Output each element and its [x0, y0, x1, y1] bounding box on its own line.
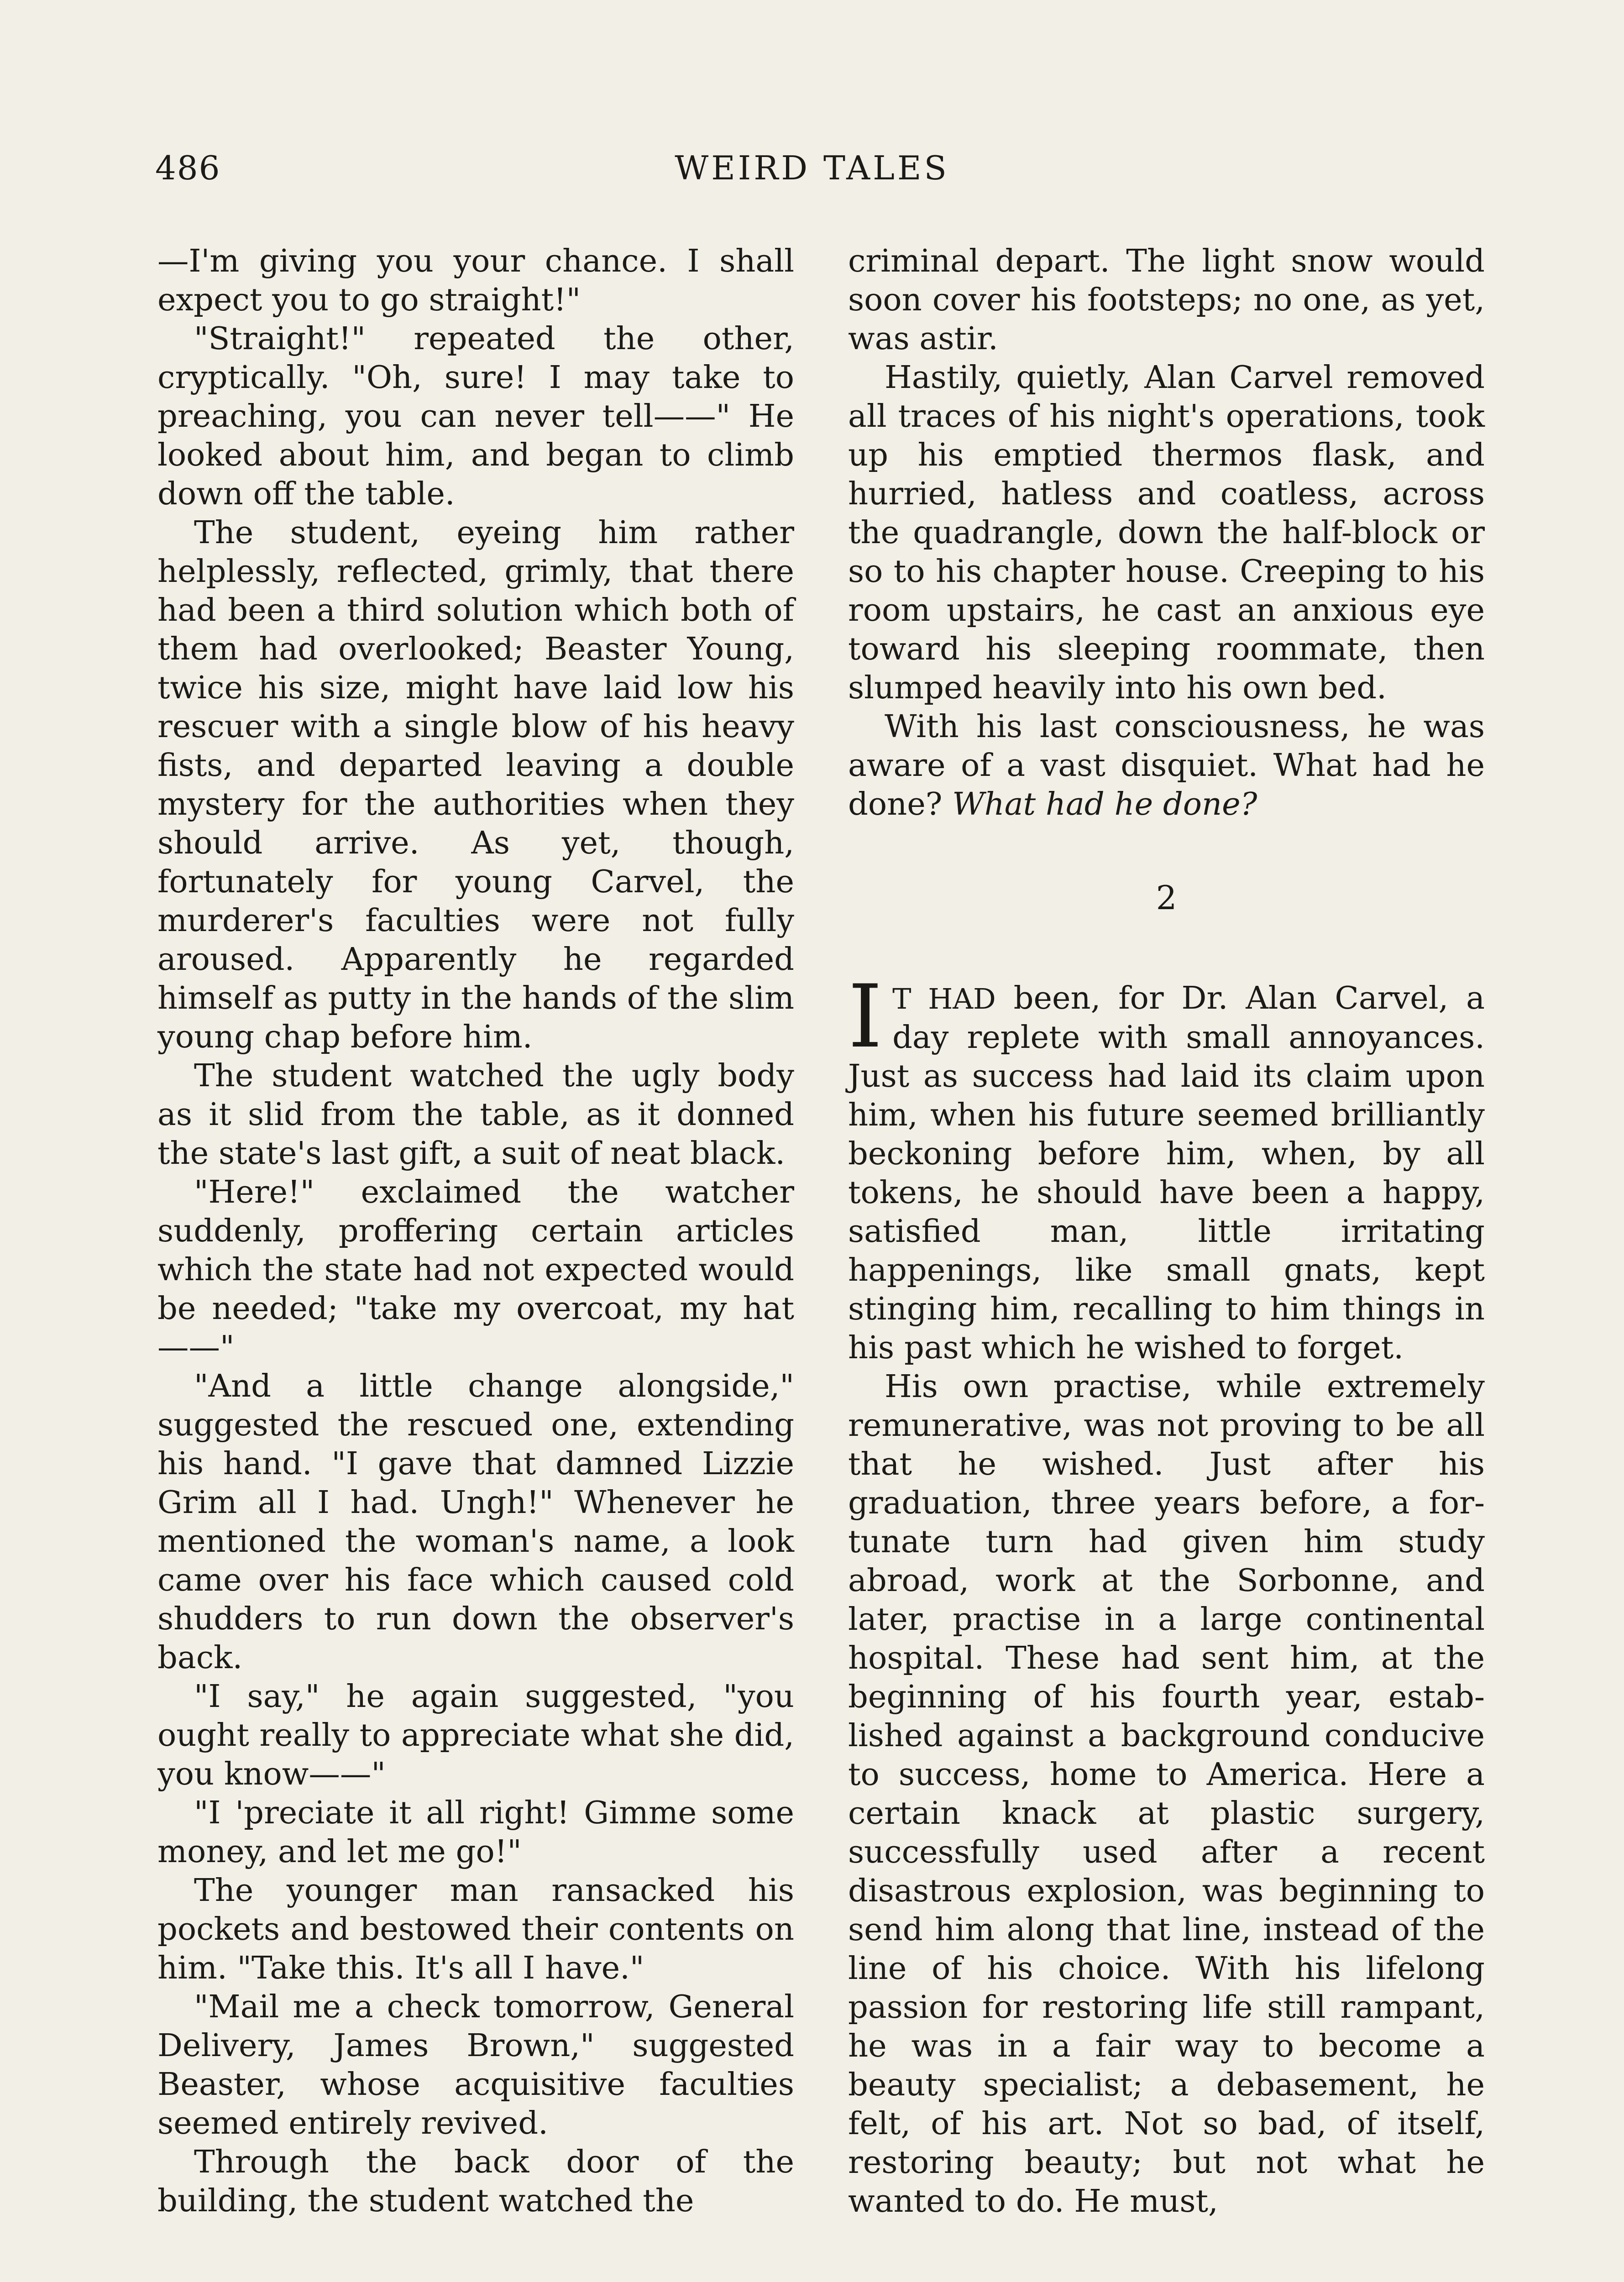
left-paragraph: —I'm giving you your chance. I shall expect you to go straight!" — [157, 243, 794, 318]
section-opening-paragraph — [848, 966, 1485, 1367]
left-paragraph: "I say," he again suggested, "you ought really to appreciate what she did, you know——" — [157, 1678, 794, 1792]
drop-cap: I — [848, 966, 883, 1067]
left-paragraph: Through the back door of the building, the student watched the — [157, 2144, 794, 2219]
left-paragraph: "Mail me a check tomorrow, General Delivery, James Brown," suggested Beaster, whose acquisitive faculties seemed entirely revived. — [157, 1989, 794, 2141]
left-paragraph: "Here!" exclaimed the watcher suddenly, proffering certain articles which the state had not expected would be needed; "take my overcoat, my hat——" — [157, 1174, 794, 1366]
right-paragraph: Hastily, quietly, Alan Carvel removed all traces of his night's operations, took up his emptied thermos flask, and hurried, hatless and coatless, across the quadrangle, down the half-block or so to his chapter house. Creeping to his room upstairs, he cast an anxious eye toward his sleeping roommate, then slumped heavily into his own bed. — [848, 359, 1485, 706]
left-paragraph: The student, eyeing him rather helplessly, reflected, grimly, that there had been a third solution which both of them had overlooked; Beaster Young, twice his size, might have laid low his rescuer with a single blow of his heavy fists, and departed leaving a double mystery for the authorities when they should arrive. As yet, though, fortunately for young Carvel, the murderer's faculties were not fully aroused. Apparently he regarded himself as putty in the hands of the slim young chap before him. — [157, 514, 794, 1055]
right-column — [848, 242, 1485, 2221]
left-paragraph: The younger man ransacked his pockets and bestowed their contents on him. "Take this. It's all I have." — [157, 1872, 794, 1986]
closing-text: With his last consciousness, he was aware of a vast disquiet. What had he done? — [848, 708, 1485, 822]
opening-small-caps: T HAD — [892, 982, 996, 1015]
left-paragraph: "And a little change alongside," suggested the rescued one, extending his hand. "I gave that damned Lizzie Grim all I had. Ungh!" Whenever he mentioned the woman's name, a look came over his face which caused cold shudders to run down the observer's back. — [157, 1368, 794, 1676]
running-head-title: WEIRD TALES — [675, 149, 949, 187]
section-number: 2 — [1156, 879, 1177, 917]
right-paragraph: criminal depart. The light snow would soon cover his footsteps; no one, as yet, was astir. — [848, 243, 1485, 357]
left-paragraph: "Straight!" repeated the other, cryptically. "Oh, sure! I may take to preaching, you can never tell——" He looked about him, and began to climb down off the table. — [157, 320, 794, 512]
right-paragraph-closing — [848, 707, 1485, 824]
left-column — [157, 242, 794, 2220]
left-paragraph: The student watched the ugly body as it slid from the table, as it donned the state's last gift, a suit of neat black. — [157, 1057, 794, 1172]
right-paragraph: His own practise, while extremely remunerative, was not proving to be all that he wished. Just after his graduation, three years before, a fortunate turn had given him study abroad, work at the Sorbonne, and later, practise in a large continental hospital. These had sent him, at the beginning of his fourth year, established against a background conducive to success, home to America. Here a certain knack at plastic surgery, successfully used after a recent disastrous explosion, was beginning to send him along that line, instead of the line of his choice. With his lifelong passion for restoring life still rampant, he was in a fair way to become a beauty specialist; a debasement, he felt, of his art. Not so bad, of itself, restoring beauty; but not what he wanted to do. He must, — [848, 1368, 1485, 2219]
opening-text: been, for Dr. Alan Carvel, a day replete with small annoyances. Just as success had laid its claim upon him, when his future seemed brilliantly beckoning before him, when, by all tokens, he should have been a happy, satisfied man, little irritating happenings, like small gnats, kept stinging him, recalling to him things in his past which he wished to forget. — [848, 980, 1485, 1366]
left-paragraph: "I 'preciate it all right! Gimme some money, and let me go!" — [157, 1795, 794, 1870]
page-number: 486 — [155, 149, 221, 187]
closing-emphasis: What had he done? — [952, 786, 1257, 822]
